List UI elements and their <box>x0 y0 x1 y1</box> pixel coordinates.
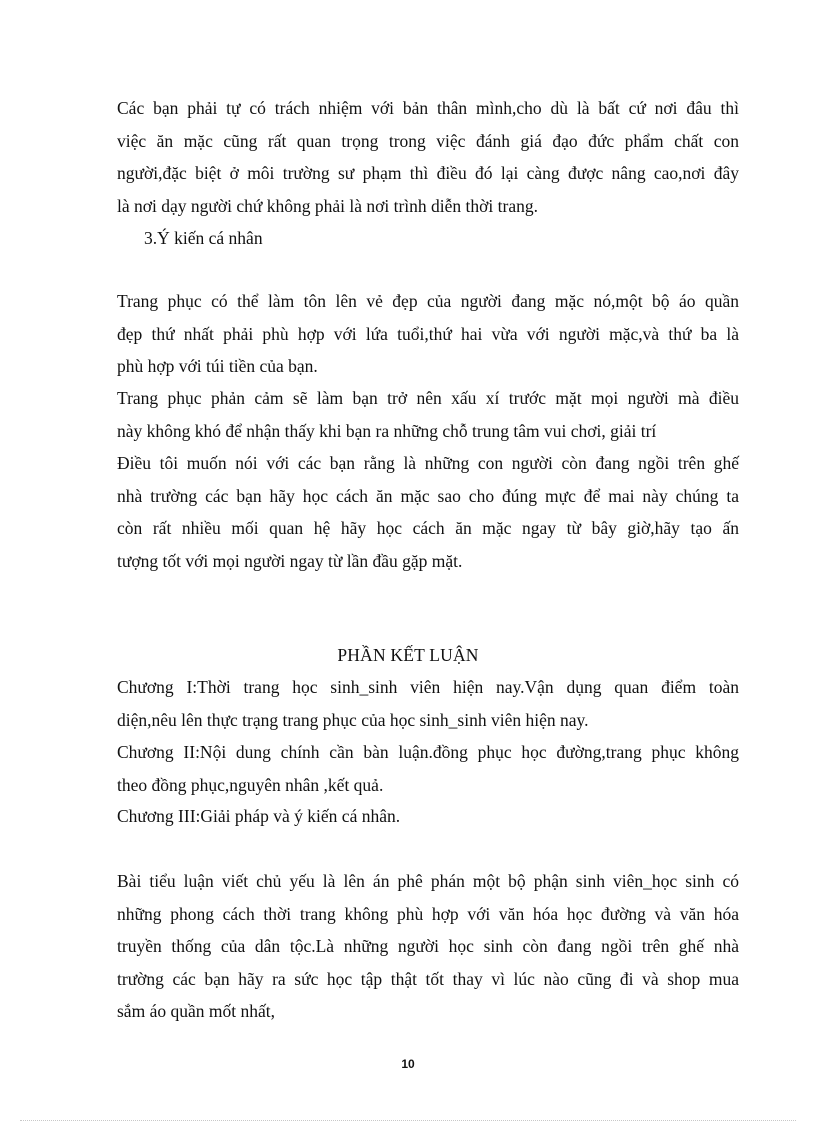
text-line: Trang phục phản cảm sẽ làm bạn trở nên xấu xí trước mặt mọi người mà điều <box>117 388 739 408</box>
text-line: Chương II:Nội dung chính cần bàn luận.đồng phục học đường,trang phục không <box>117 742 739 762</box>
page-number: 10 <box>401 1057 415 1071</box>
paragraph-advice <box>117 447 739 577</box>
section-heading-personal-opinion: 3.Ý kiến cá nhân <box>144 228 263 248</box>
text-line: nhà trường các bạn hãy học cách ăn mặc sao cho đúng mực để mai này chúng ta <box>117 485 739 506</box>
conclusion-title: PHẦN KẾT LUẬN <box>337 645 479 665</box>
text-line: việc ăn mặc cũng rất quan trọng trong việc đánh giá đạo đức phẩm chất con <box>117 130 739 151</box>
text-line: Điều tôi muốn nói với các bạn rằng là những con người còn đang ngồi trên ghế <box>117 453 739 473</box>
chapter-3-summary <box>117 800 739 833</box>
text-line: trường các bạn hãy ra sức học tập thật tốt thay vì lúc nào cũng đi và shop mua <box>117 968 739 989</box>
text-line: Chương III:Giải pháp và ý kiến cá nhân. <box>117 806 401 826</box>
text-line: Bài tiểu luận viết chủ yếu là lên án phê phán một bộ phận sinh viên_học sinh có <box>117 871 739 891</box>
paragraph-clothing-beauty <box>117 285 739 383</box>
text-line: tượng tốt với mọi người ngay từ lần đầu gặp mặt. <box>117 550 463 571</box>
text-line: Trang phục có thể làm tôn lên vẻ đẹp của người đang mặc nó,một bộ áo quần <box>117 291 739 311</box>
text-line: phù hợp với túi tiền của bạn. <box>117 356 318 376</box>
text-line: Các bạn phải tự có trách nhiệm với bản thân mình,cho dù là bất cứ nơi đâu thì <box>117 98 739 118</box>
chapter-2-summary <box>117 736 739 801</box>
text-line: diện,nêu lên thực trạng trang phục của học sinh_sinh viên hiện nay. <box>117 709 589 730</box>
text-line: những phong cách thời trang không phù hợp với văn hóa học đường và văn hóa <box>117 903 739 924</box>
text-line: theo đồng phục,nguyên nhân ,kết quả. <box>117 774 384 795</box>
text-line: là nơi dạy người chứ không phải là nơi trình diễn thời trang. <box>117 195 538 216</box>
text-line: người,đặc biệt ở môi trường sư phạm thì điều đó lại càng được nâng cao,nơi đây <box>117 163 739 183</box>
paragraph-responsibility <box>117 92 739 222</box>
text-line: Chương I:Thời trang học sinh_sinh viên hiện nay.Vận dụng quan điểm toàn <box>117 677 739 697</box>
text-line: đẹp thứ nhất phải phù hợp với lứa tuổi,thứ hai vừa với người mặc,và thứ ba là <box>117 323 739 344</box>
text-line: sắm áo quần mốt nhất, <box>117 1001 275 1021</box>
text-line: truyền thống của dân tộc.Là những người học sinh còn đang ngồi trên ghế nhà <box>117 936 739 956</box>
paragraph-offensive-clothing <box>117 382 739 447</box>
page-bottom-divider <box>20 1120 796 1121</box>
text-line: còn rất nhiều mối quan hệ hãy học cách ăn mặc ngay từ bây giờ,hãy tạo ấn <box>117 518 739 538</box>
chapter-1-summary <box>117 671 739 736</box>
text-line: này không khó để nhận thấy khi bạn ra những chỗ trung tâm vui chơi, giải trí <box>117 420 657 441</box>
paragraph-essay-summary <box>117 865 739 1028</box>
